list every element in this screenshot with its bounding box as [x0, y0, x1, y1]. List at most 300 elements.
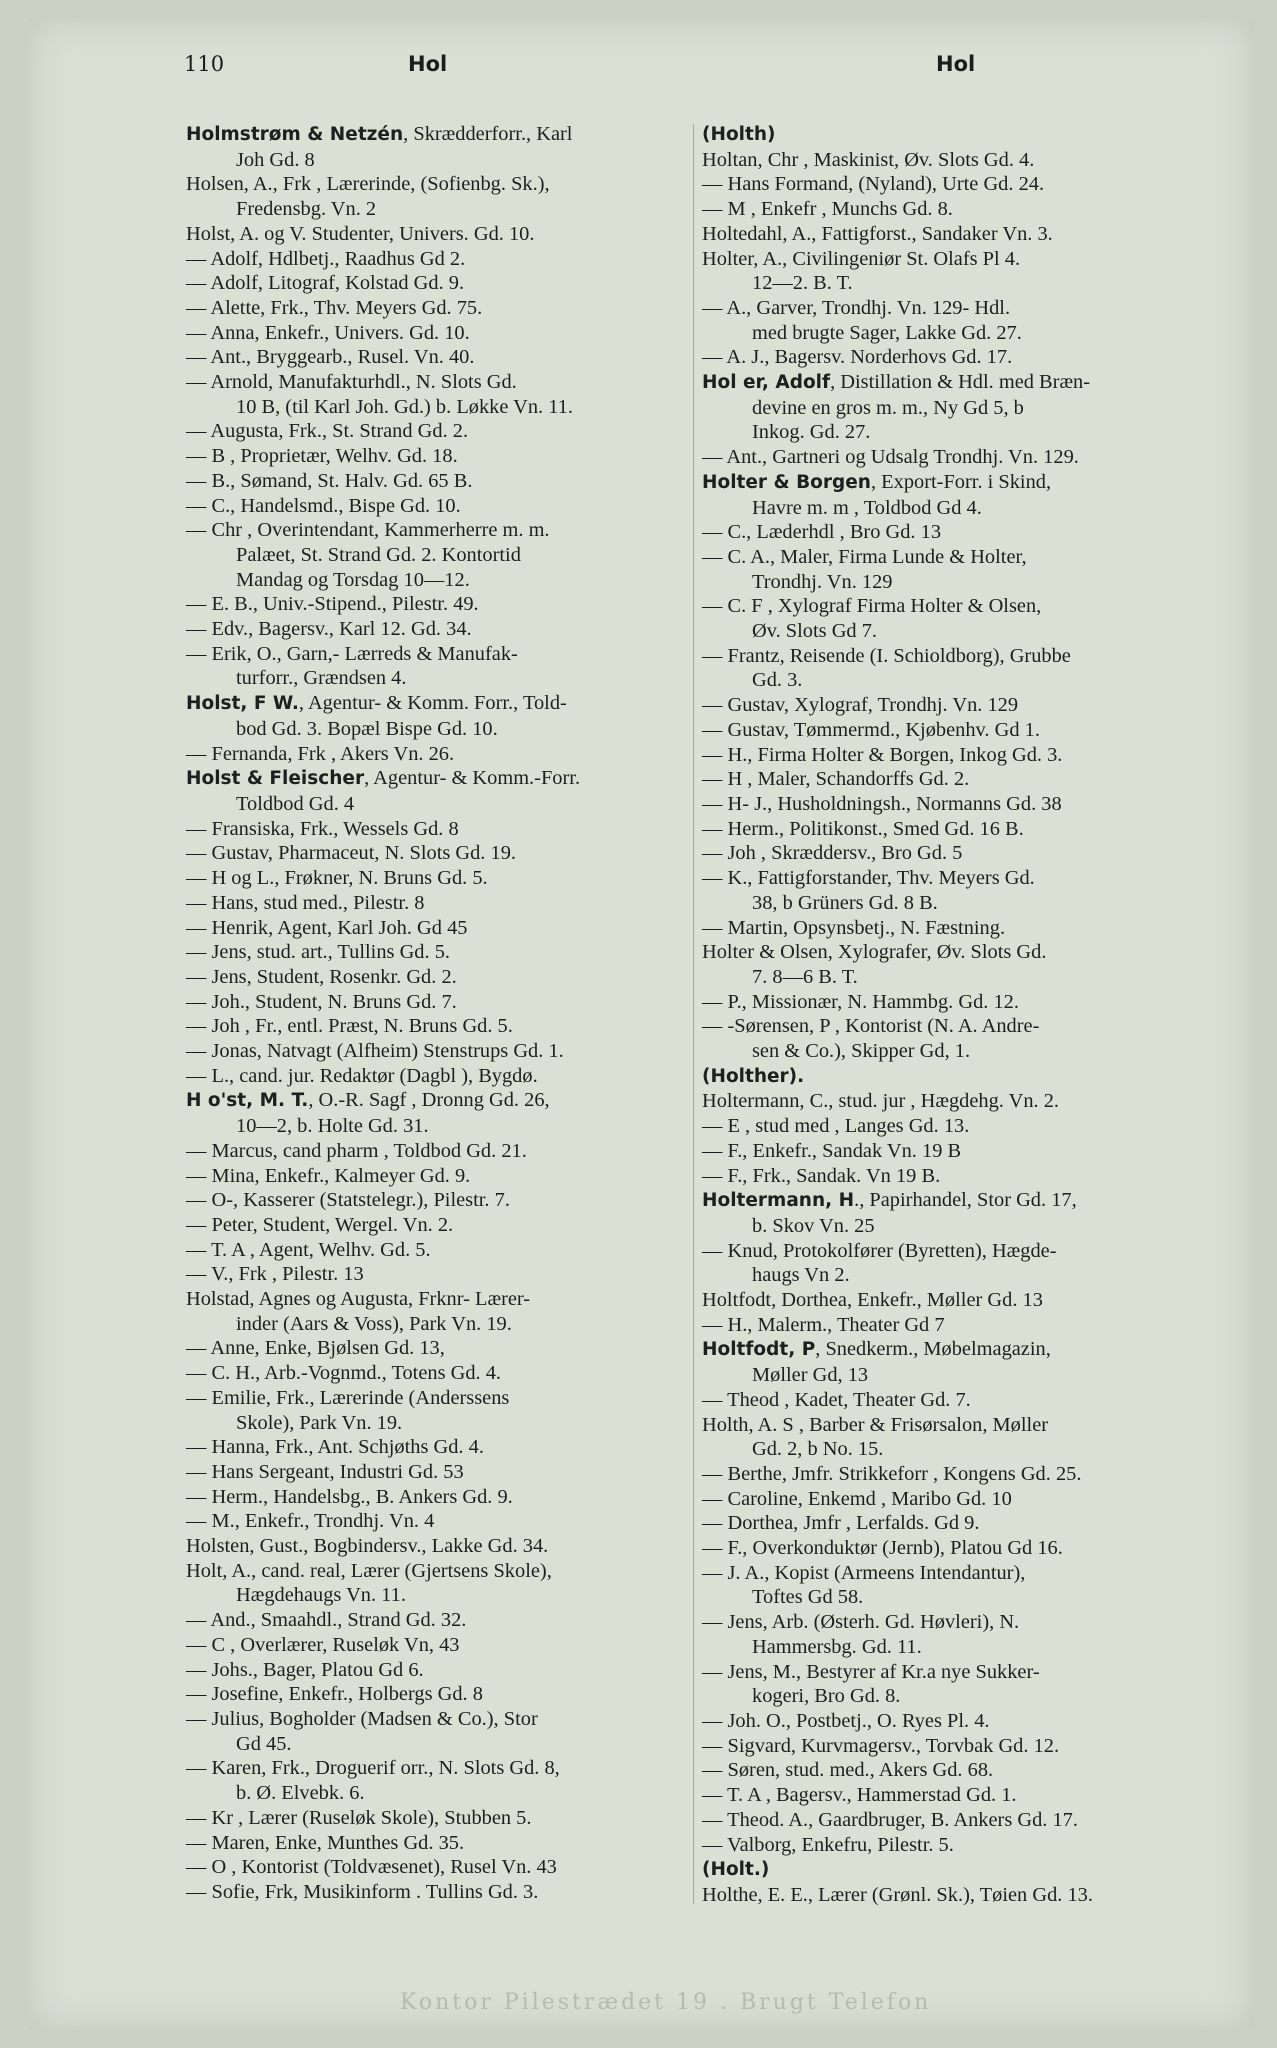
- page-number: 110: [184, 52, 225, 76]
- directory-line: [186, 1509, 684, 1534]
- entry-text: — Kr , Lærer (Ruseløk Skole), Stubben 5.: [186, 1806, 532, 1829]
- entry-text: Holtedahl, A., Fattigforst., Sandaker Vn. 3.: [702, 222, 1053, 245]
- entry-text: — And., Smaahdl., Strand Gd. 32.: [186, 1609, 467, 1632]
- entry-text: turforr., Grændsen 4.: [236, 667, 407, 690]
- entry-text: — Hanna, Frk., Ant. Schjøths Gd. 4.: [186, 1436, 484, 1459]
- entry-name-bold: Holmstrøm & Netzén: [186, 124, 404, 145]
- directory-line: [186, 1608, 684, 1633]
- entry-text: — A. J., Bagersv. Norderhovs Gd. 17.: [702, 346, 1013, 369]
- directory-line: [186, 469, 684, 494]
- entry-text: — -Sørensen, P , Kontorist (N. A. Andre-: [702, 1015, 1040, 1038]
- directory-line: [186, 792, 684, 817]
- directory-line: [186, 841, 684, 866]
- directory-line: [186, 296, 684, 321]
- directory-line: [186, 122, 684, 148]
- entry-text: — F., Frk., Sandak. Vn 19 B.: [702, 1164, 941, 1187]
- directory-line: [186, 891, 684, 916]
- directory-line: [702, 1684, 1202, 1709]
- entry-text: — C., Læderhdl , Bro Gd. 13: [702, 521, 942, 544]
- directory-line: [186, 1658, 684, 1683]
- entry-text: , Agentur- & Komm. Forr., Told-: [298, 692, 567, 715]
- directory-line: [186, 1880, 684, 1905]
- entry-text: — Alette, Frk., Thv. Meyers Gd. 75.: [186, 296, 483, 319]
- directory-line: [702, 396, 1202, 421]
- directory-line: [186, 148, 684, 173]
- entry-text: — H- J., Husholdningsh., Normanns Gd. 38: [702, 792, 1062, 815]
- directory-line: [702, 321, 1202, 346]
- entry-text: — Jonas, Natvagt (Alfheim) Stenstrups Gd. 1.: [186, 1040, 564, 1063]
- entry-text: inder (Aars & Voss), Park Vn. 19.: [236, 1312, 512, 1335]
- entry-text: — Caroline, Enkemd , Maribo Gd. 10: [702, 1487, 1012, 1510]
- entry-text: — H og L., Frøkner, N. Bruns Gd. 5.: [186, 867, 488, 890]
- directory-line: [186, 419, 684, 444]
- directory-line: [702, 222, 1202, 247]
- entry-text: — F., Overkonduktør (Jernb), Platou Gd 16.: [702, 1537, 1063, 1560]
- directory-line: [702, 370, 1202, 396]
- entry-text: — H., Firma Holter & Borgen, Inkog Gd. 3.: [702, 743, 1063, 766]
- right-column: [702, 122, 1202, 1908]
- entry-text: — Jens, stud. art., Tullins Gd. 5.: [186, 941, 450, 964]
- entry-text: — Anna, Enkefr., Univers. Gd. 10.: [186, 321, 470, 344]
- entry-text: — Ant., Bryggearb., Rusel. Vn. 40.: [186, 346, 475, 369]
- entry-text: — A., Garver, Trondhj. Vn. 129- Hdl.: [702, 296, 1011, 319]
- entry-text: — Herm., Politikonst., Smed Gd. 16 B.: [702, 817, 1024, 840]
- entry-name-bold: Holst & Fleischer: [186, 768, 365, 790]
- directory-line: [186, 1633, 684, 1658]
- entry-text: — Edv., Bagersv., Karl 12. Gd. 34.: [186, 618, 472, 641]
- entry-text: , O.-R. Sagf , Dronng Gd. 26,: [308, 1089, 550, 1112]
- entry-text: — E , stud med , Langes Gd. 13.: [702, 1115, 970, 1138]
- entry-text: — Mina, Enkefr., Kalmeyer Gd. 9.: [186, 1164, 471, 1187]
- entry-text: Holter & Olsen, Xylografer, Øv. Slots Gd.: [702, 941, 1047, 964]
- directory-line: [186, 1583, 684, 1608]
- directory-line: [702, 420, 1202, 445]
- directory-line: [702, 866, 1202, 891]
- entry-text: — C , Overlærer, Ruseløk Vn, 43: [186, 1633, 460, 1656]
- entry-text: — Gustav, Xylograf, Trondhj. Vn. 129: [702, 694, 1019, 717]
- entry-name-bold: (Holt.): [702, 1859, 770, 1881]
- directory-line: [702, 296, 1202, 321]
- directory-line: [702, 1883, 1202, 1908]
- directory-line: [702, 693, 1202, 718]
- right-running-head: Hol: [936, 52, 976, 76]
- directory-line: [186, 1534, 684, 1559]
- directory-line: [702, 668, 1202, 693]
- entry-text: — H., Malerm., Theater Gd 7: [702, 1313, 945, 1336]
- directory-line: [186, 617, 684, 642]
- directory-line: [702, 1734, 1202, 1759]
- directory-line: [186, 444, 684, 469]
- entry-text: — Julius, Bogholder (Madsen & Co.), Stor: [186, 1708, 538, 1730]
- directory-line: [186, 1114, 684, 1139]
- entry-text: — Dorthea, Jmfr , Lerfalds. Gd 9.: [702, 1512, 980, 1535]
- directory-line: [702, 271, 1202, 296]
- entry-text: Møller Gd, 13: [752, 1364, 869, 1387]
- show-through-text: Kontor Pilestrædet 19 . Brugt Telefon: [400, 1990, 932, 2015]
- entry-text: — C. A., Maler, Firma Lunde & Holter,: [702, 545, 1027, 568]
- directory-line: [186, 1312, 684, 1337]
- directory-line: [702, 940, 1202, 965]
- entry-text: — Joh , Fr., entl. Præst, N. Bruns Gd. 5.: [186, 1015, 513, 1038]
- entry-text: Trondhj. Vn. 129: [752, 570, 893, 593]
- directory-line: [702, 817, 1202, 842]
- directory-line: [702, 197, 1202, 222]
- entry-text: — Herm., Handelsbg., B. Ankers Gd. 9.: [186, 1485, 513, 1508]
- directory-line: [702, 1089, 1202, 1114]
- entry-text: — B., Sømand, St. Halv. Gd. 65 B.: [186, 469, 473, 492]
- directory-line: [702, 1139, 1202, 1164]
- entry-text: Skole), Park Vn. 19.: [236, 1411, 403, 1434]
- left-running-head: Hol: [408, 52, 448, 76]
- directory-line: [186, 271, 684, 296]
- entry-text: — E. B., Univ.-Stipend., Pilestr. 49.: [186, 593, 479, 616]
- entry-text: — Peter, Student, Wergel. Vn. 2.: [186, 1213, 454, 1236]
- entry-text: Gd. 3.: [752, 669, 803, 692]
- directory-line: [702, 1114, 1202, 1139]
- directory-line: [702, 1833, 1202, 1858]
- entry-text: Holsten, Gust., Bogbindersv., Lakke Gd. 34.: [186, 1535, 549, 1558]
- entry-text: — Søren, stud. med., Akers Gd. 68.: [702, 1759, 994, 1782]
- directory-line: [702, 520, 1202, 545]
- column-divider: [693, 124, 694, 1904]
- directory-line: [186, 691, 684, 717]
- directory-line: [186, 1831, 684, 1856]
- directory-line: [186, 370, 684, 395]
- entry-text: — Joh. O., Postbetj., O. Ryes Pl. 4.: [702, 1710, 990, 1732]
- directory-line: [702, 767, 1202, 792]
- entry-text: — Theod , Kadet, Theater Gd. 7.: [702, 1388, 971, 1411]
- directory-line: [702, 1313, 1202, 1338]
- directory-line: [702, 619, 1202, 644]
- directory-line: [702, 1263, 1202, 1288]
- directory-line: [702, 644, 1202, 669]
- entry-text: Holtfodt, Dorthea, Enkefr., Møller Gd. 13: [702, 1289, 1043, 1312]
- directory-line: [186, 494, 684, 519]
- directory-line: [186, 1559, 684, 1584]
- left-column: [186, 122, 684, 1905]
- directory-line: [702, 891, 1202, 916]
- directory-line: [702, 841, 1202, 866]
- directory-line: [702, 1239, 1202, 1264]
- directory-line: [186, 965, 684, 990]
- directory-line: [702, 148, 1202, 173]
- directory-line: [186, 1485, 684, 1510]
- entry-text: b. Ø. Elvebk. 6.: [236, 1782, 365, 1805]
- entry-name-bold: Hol er, Adolf: [702, 372, 831, 394]
- directory-line: [702, 1388, 1202, 1413]
- entry-text: , Export-Forr. i Skind,: [870, 470, 1052, 493]
- entry-text: — Augusta, Frk., St. Strand Gd. 2.: [186, 420, 469, 443]
- directory-line: [186, 1682, 684, 1707]
- directory-line: [702, 1808, 1202, 1833]
- entry-text: Mandag og Torsdag 10—12.: [236, 568, 470, 591]
- directory-line: [186, 866, 684, 891]
- directory-line: [702, 792, 1202, 817]
- entry-text: — Martin, Opsynsbetj., N. Fæstning.: [702, 916, 1006, 939]
- directory-line: [702, 1164, 1202, 1189]
- directory-line: [702, 1014, 1202, 1039]
- entry-text: — M., Enkefr., Trondhj. Vn. 4: [186, 1510, 435, 1533]
- entry-text: — O , Kontorist (Toldvæsenet), Rusel Vn. 43: [186, 1856, 557, 1879]
- entry-text: Holtermann, C., stud. jur , Hægdehg. Vn. 2.: [702, 1090, 1060, 1113]
- directory-line: [186, 1806, 684, 1831]
- directory-line: [186, 717, 684, 742]
- entry-text: — Fernanda, Frk , Akers Vn. 26.: [186, 742, 455, 765]
- directory-line: [702, 1064, 1202, 1090]
- entry-text: 38, b Grüners Gd. 8 B.: [752, 891, 938, 914]
- entry-text: — Erik, O., Garn,- Lærreds & Manufak-: [186, 642, 518, 665]
- directory-line: [702, 990, 1202, 1015]
- entry-text: — Karen, Frk., Droguerif orr., N. Slots Gd. 8,: [186, 1757, 560, 1780]
- entry-name-bold: H o'st, M. T.: [186, 1090, 309, 1112]
- directory-line: [702, 1610, 1202, 1635]
- entry-text: — Joh , Skræddersv., Bro Gd. 5: [702, 842, 963, 865]
- directory-line: [186, 1756, 684, 1781]
- entry-name-bold: (Holther).: [702, 1065, 805, 1087]
- entry-text: — Gustav, Tømmermd., Kjøbenhv. Gd 1.: [702, 718, 1040, 741]
- entry-text: — L., cand. jur. Redaktør (Dagbl ), Bygdø.: [186, 1064, 538, 1087]
- entry-text: — Emilie, Frk., Lærerinde (Anderssens: [186, 1386, 510, 1409]
- directory-line: [702, 1188, 1202, 1214]
- directory-line: [702, 1709, 1202, 1734]
- entry-text: , Snedkerm., Møbelmagazin,: [815, 1338, 1051, 1361]
- directory-line: [186, 247, 684, 272]
- directory-line: [186, 766, 684, 792]
- directory-line: [702, 445, 1202, 470]
- entry-text: devine en gros m. m., Ny Gd 5, b: [752, 396, 1024, 419]
- directory-line: [186, 666, 684, 691]
- entry-name-bold: Holter & Borgen: [702, 471, 871, 493]
- entry-text: Fredensbg. Vn. 2: [236, 198, 377, 221]
- directory-line: [186, 172, 684, 197]
- directory-line: [186, 742, 684, 767]
- entry-text: , Distillation & Hdl. med Bræn-: [830, 371, 1091, 394]
- entry-text: Hægdehaugs Vn. 11.: [236, 1584, 406, 1607]
- directory-line: [702, 1337, 1202, 1363]
- directory-line: [702, 1363, 1202, 1388]
- directory-line: [186, 518, 684, 543]
- entry-text: Holsen, A., Frk , Lærerinde, (Sofienbg. Sk.),: [186, 173, 550, 196]
- entry-text: — H , Maler, Schandorffs Gd. 2.: [702, 768, 970, 791]
- entry-text: — O-, Kasserer (Statstelegr.), Pilestr. 7.: [186, 1189, 510, 1212]
- entry-text: Palæet, St. Strand Gd. 2. Kontortid: [236, 543, 521, 566]
- entry-name-bold: Holtermann, H: [702, 1190, 855, 1212]
- directory-line: [186, 1262, 684, 1287]
- entry-text: sen & Co.), Skipper Gd, 1.: [752, 1040, 971, 1063]
- directory-line: [702, 743, 1202, 768]
- entry-text: — Valborg, Enkefru, Pilestr. 5.: [702, 1833, 954, 1856]
- entry-text: — Josefine, Enkefr., Holbergs Gd. 8: [186, 1683, 483, 1706]
- directory-line: [702, 1413, 1202, 1438]
- entry-text: — Sigvard, Kurvmagersv., Torvbak Gd. 12.: [702, 1734, 1060, 1757]
- entry-text: med brugte Sager, Lakke Gd. 27.: [752, 321, 1022, 344]
- directory-line: [702, 1758, 1202, 1783]
- directory-line: [186, 1039, 684, 1064]
- entry-text: Gd 45.: [236, 1732, 292, 1755]
- entry-text: Holtan, Chr , Maskinist, Øv. Slots Gd. 4.: [702, 148, 1035, 171]
- directory-line: [186, 592, 684, 617]
- directory-line: [186, 916, 684, 941]
- entry-text: 7. 8—6 B. T.: [752, 965, 858, 988]
- entry-text: — M , Enkefr , Munchs Gd. 8.: [702, 198, 953, 221]
- directory-line: [186, 1336, 684, 1361]
- entry-text: Holter, A., Civilingeniør St. Olafs Pl 4.: [702, 247, 1021, 270]
- directory-line: [702, 1511, 1202, 1536]
- directory-line: [702, 496, 1202, 521]
- entry-text: — Marcus, cand pharm , Toldbod Gd. 21.: [186, 1139, 527, 1162]
- entry-text: Toftes Gd 58.: [752, 1586, 864, 1609]
- directory-line: [186, 1411, 684, 1436]
- directory-line: [702, 1536, 1202, 1561]
- entry-text: 12—2. B. T.: [752, 272, 853, 295]
- entry-text: Hammersbg. Gd. 11.: [752, 1635, 922, 1658]
- directory-line: [702, 916, 1202, 941]
- directory-line: [186, 990, 684, 1015]
- entry-text: Holstad, Agnes og Augusta, Frknr- Lærer-: [186, 1288, 531, 1311]
- entry-text: — Arnold, Manufakturhdl., N. Slots Gd.: [186, 371, 517, 394]
- entry-text: — P., Missionær, N. Hammbg. Gd. 12.: [702, 990, 1019, 1013]
- directory-line: [186, 345, 684, 370]
- directory-line: [702, 1857, 1202, 1883]
- directory-line: [702, 1635, 1202, 1660]
- directory-line: [186, 1164, 684, 1189]
- entry-text: — K., Fattigforstander, Thv. Meyers Gd.: [702, 867, 1035, 890]
- entry-text: — Jens, M., Bestyrer af Kr.a nye Sukker-: [702, 1660, 1040, 1683]
- entry-text: — Adolf, Litograf, Kolstad Gd. 9.: [186, 272, 465, 295]
- directory-line: [702, 965, 1202, 990]
- directory-line: [186, 1014, 684, 1039]
- entry-text: Øv. Slots Gd 7.: [752, 620, 878, 643]
- entry-text: — T. A , Agent, Welhv. Gd. 5.: [186, 1238, 431, 1261]
- entry-text: — Sofie, Frk, Musikinform . Tullins Gd. 3.: [186, 1880, 539, 1903]
- directory-line: [186, 543, 684, 568]
- entry-text: — Gustav, Pharmaceut, N. Slots Gd. 19.: [186, 842, 516, 865]
- entry-text: — C. F , Xylograf Firma Holter & Olsen,: [702, 595, 1042, 618]
- directory-line: [702, 1039, 1202, 1064]
- directory-line: [186, 1088, 684, 1114]
- directory-line: [702, 1783, 1202, 1808]
- directory-line: [186, 222, 684, 247]
- directory-line: [702, 570, 1202, 595]
- entry-text: — Frantz, Reisende (I. Schioldborg), Grubbe: [702, 644, 1071, 667]
- entry-text: — Joh., Student, N. Bruns Gd. 7.: [186, 990, 457, 1013]
- entry-text: — C., Handelsmd., Bispe Gd. 10.: [186, 494, 461, 517]
- entry-text: — Adolf, Hdlbetj., Raadhus Gd 2.: [186, 247, 466, 270]
- directory-line: [702, 172, 1202, 197]
- directory-line: [186, 1188, 684, 1213]
- directory-line: [702, 1214, 1202, 1239]
- directory-line: [186, 321, 684, 346]
- entry-text: — Berthe, Jmfr. Strikkeforr , Kongens Gd. 25.: [702, 1462, 1082, 1485]
- entry-text: ., Papirhandel, Stor Gd. 17,: [854, 1189, 1077, 1212]
- entry-text: b. Skov Vn. 25: [752, 1214, 875, 1237]
- directory-line: [702, 1437, 1202, 1462]
- directory-line: [186, 940, 684, 965]
- entry-name-bold: (Holth): [702, 124, 776, 145]
- entry-text: — Knud, Protokolfører (Byretten), Hægde-: [702, 1239, 1057, 1262]
- entry-text: — B , Proprietær, Welhv. Gd. 18.: [186, 445, 458, 468]
- entry-text: — Theod. A., Gaardbruger, B. Ankers Gd. 17.: [702, 1808, 1078, 1831]
- directory-line: [702, 345, 1202, 370]
- directory-line: [702, 1585, 1202, 1610]
- directory-line: [186, 1707, 684, 1732]
- entry-text: — Ant., Gartneri og Udsalg Trondhj. Vn. 129.: [702, 446, 1079, 469]
- directory-line: [186, 395, 684, 420]
- entry-text: Toldbod Gd. 4: [236, 792, 355, 815]
- directory-line: [186, 197, 684, 222]
- directory-line: [702, 1660, 1202, 1685]
- directory-line: [702, 718, 1202, 743]
- directory-line: [702, 1487, 1202, 1512]
- directory-line: [702, 1462, 1202, 1487]
- entry-text: — Hans Sergeant, Industri Gd. 53: [186, 1460, 464, 1483]
- entry-text: — Henrik, Agent, Karl Joh. Gd 45: [186, 916, 468, 939]
- entry-text: — J. A., Kopist (Armeens Intendantur),: [702, 1561, 1026, 1584]
- entry-text: — V., Frk , Pilestr. 13: [186, 1263, 364, 1286]
- entry-text: haugs Vn 2.: [752, 1264, 850, 1287]
- entry-text: Gd. 2, b No. 15.: [752, 1438, 884, 1461]
- directory-line: [702, 1288, 1202, 1313]
- entry-text: — C. H., Arb.-Vognmd., Totens Gd. 4.: [186, 1362, 502, 1385]
- directory-line: [186, 1287, 684, 1312]
- directory-line: [702, 122, 1202, 148]
- entry-text: Holt, A., cand. real, Lærer (Gjertsens Skole),: [186, 1559, 552, 1582]
- entry-text: — T. A , Bagersv., Hammerstad Gd. 1.: [702, 1784, 1017, 1807]
- entry-text: Havre m. m , Toldbod Gd 4.: [752, 496, 982, 519]
- directory-line: [186, 1064, 684, 1089]
- directory-line: [702, 594, 1202, 619]
- directory-line: [186, 1781, 684, 1806]
- directory-line: [186, 568, 684, 593]
- entry-text: — F., Enkefr., Sandak Vn. 19 B: [702, 1139, 962, 1162]
- directory-line: [186, 1732, 684, 1757]
- entry-text: kogeri, Bro Gd. 8.: [752, 1685, 901, 1708]
- entry-text: — Jens, Arb. (Østerh. Gd. Høvleri), N.: [702, 1611, 1020, 1634]
- directory-line: [186, 1855, 684, 1880]
- directory-line: [186, 1361, 684, 1386]
- directory-line: [186, 1435, 684, 1460]
- entry-text: , Skrædderforr., Karl: [403, 123, 573, 145]
- entry-name-bold: Holst, F W.: [186, 693, 299, 715]
- entry-text: Joh Gd. 8: [236, 148, 315, 171]
- entry-text: Holthe, E. E., Lærer (Grønl. Sk.), Tøien Gd. 13.: [702, 1883, 1093, 1906]
- entry-text: — Fransiska, Frk., Wessels Gd. 8: [186, 817, 459, 840]
- directory-line: [186, 1213, 684, 1238]
- directory-line: [702, 247, 1202, 272]
- entry-text: , Agentur- & Komm.-Forr.: [364, 767, 581, 790]
- entry-text: 10 B, (til Karl Joh. Gd.) b. Løkke Vn. 11.: [236, 395, 573, 418]
- entry-text: 10—2, b. Holte Gd. 31.: [236, 1115, 429, 1138]
- entry-text: Holst, A. og V. Studenter, Univers. Gd. 10.: [186, 222, 535, 245]
- directory-line: [186, 1386, 684, 1411]
- entry-text: bod Gd. 3. Bopæl Bispe Gd. 10.: [236, 717, 498, 740]
- directory-line: [186, 1460, 684, 1485]
- entry-text: — Jens, Student, Rosenkr. Gd. 2.: [186, 965, 457, 988]
- directory-line: [702, 545, 1202, 570]
- entry-text: — Hans, stud med., Pilestr. 8: [186, 891, 425, 914]
- entry-text: — Maren, Enke, Munthes Gd. 35.: [186, 1831, 465, 1854]
- entry-text: Inkog. Gd. 27.: [752, 421, 871, 444]
- entry-name-bold: Holtfodt, P: [702, 1339, 816, 1361]
- entry-text: — Johs., Bager, Platou Gd 6.: [186, 1658, 424, 1681]
- directory-line: [186, 642, 684, 667]
- directory-line: [186, 1139, 684, 1164]
- directory-line: [702, 470, 1202, 496]
- directory-line: [702, 1561, 1202, 1586]
- entry-text: — Anne, Enke, Bjølsen Gd. 13,: [186, 1337, 445, 1360]
- directory-line: [186, 817, 684, 842]
- directory-line: [186, 1238, 684, 1263]
